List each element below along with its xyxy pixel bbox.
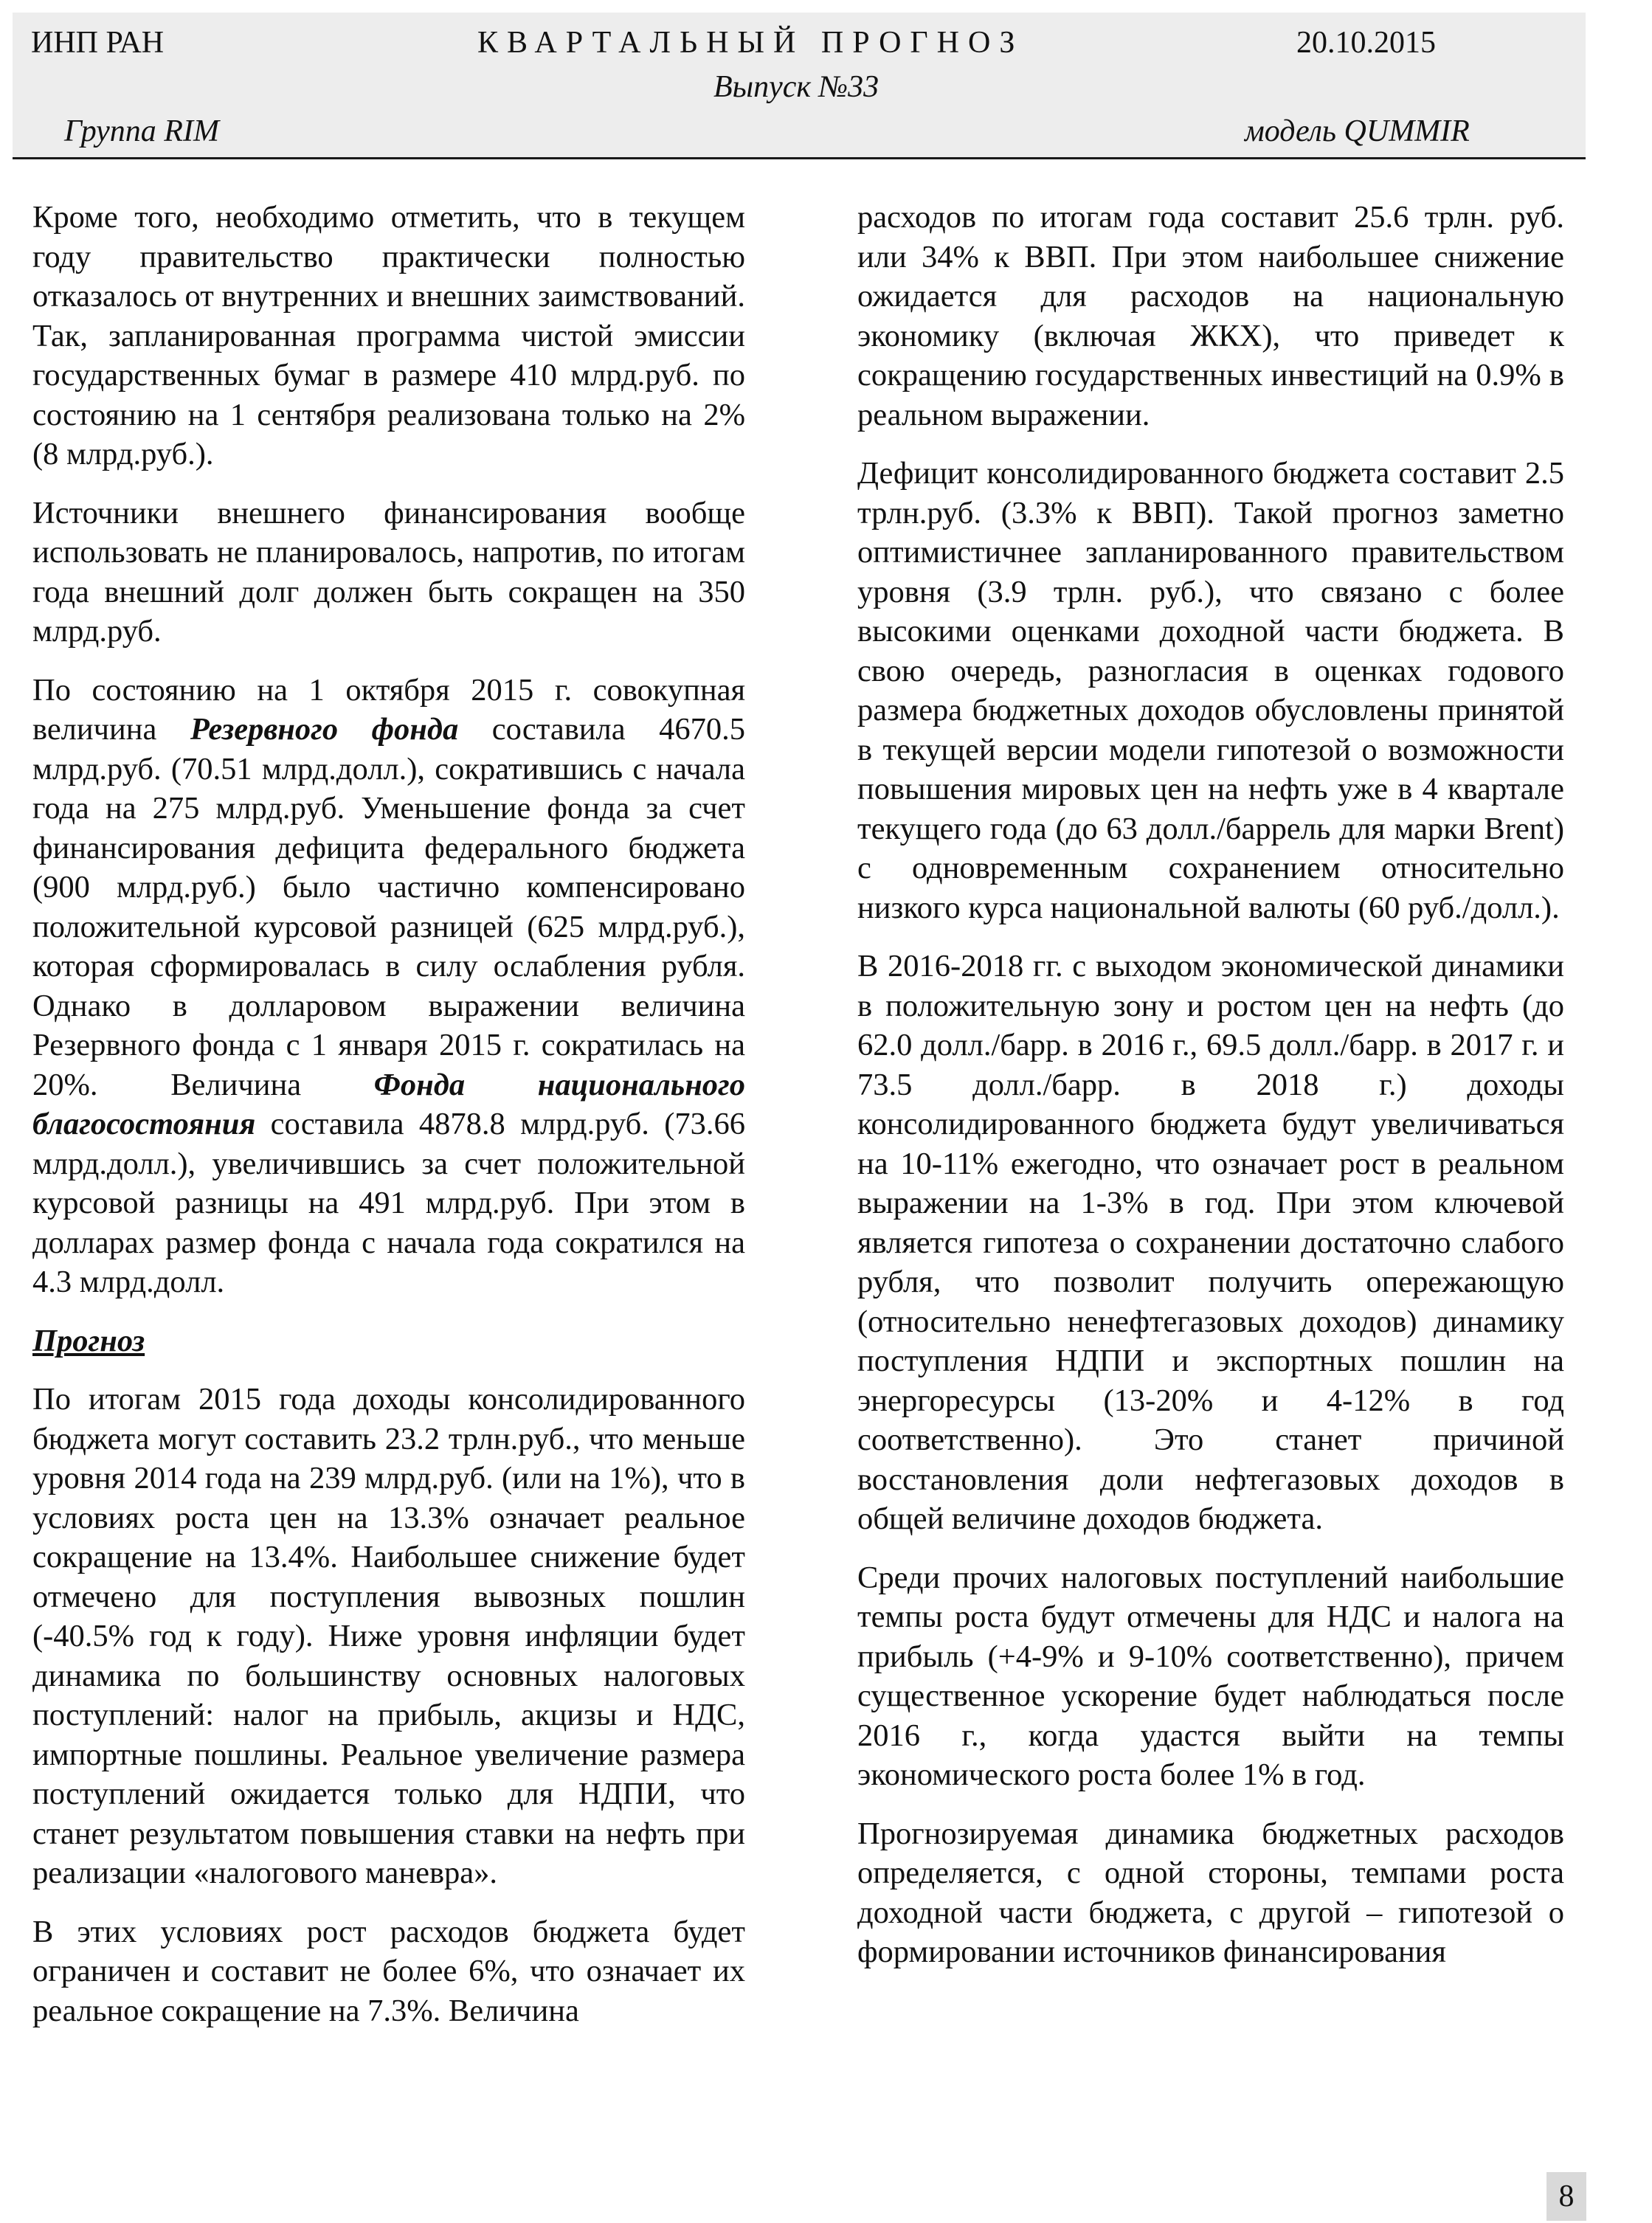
section-heading-text: Прогноз xyxy=(32,1323,145,1358)
left-paragraph-funds xyxy=(32,671,745,1302)
right-paragraph-other-taxes: Среди прочих налоговых поступлений наибольшие темпы роста будут отмечены для НДС и налога на прибыль (+4-9% и 9-10% соответственно), причем существенное ускорение будет наблюдаться после 2016 г., когда удастся выйти на темпы экономического роста более 1% в год. xyxy=(857,1560,1564,1792)
reserve-fund-term: Резервного фонда xyxy=(190,712,459,747)
header-org: ИНП РАН xyxy=(31,26,165,60)
header-model: модель QUMMIR xyxy=(1245,114,1470,148)
left-paragraph-expenditure: В этих условиях рост расходов бюджета будет ограничен и составит не более 6%, что означает их реальное сокращение на 7.3%. Величина xyxy=(32,1914,745,2028)
funds-text-2: составила 4670.5 млрд.руб. (70.51 млрд.долл.), сократившись с начала года на 275 млрд.руб. Уменьшение фонда за счет финансирования дефицита федерального бюджета (900 млрд.руб.) было частично компенсировано положительной курсовой разницей (625 млрд.руб.), которая сформировалась в силу ослабления рубля. Однако в долларовом выражении величина Резервного фонда с 1 января 2015 г. сократилась на 20%. Величина xyxy=(32,712,746,1102)
page-number-box xyxy=(1546,2172,1586,2221)
welfare-fund-term: Фонда национального благосостояния xyxy=(32,1067,745,1141)
funds-text-1: По состоянию на 1 октября 2015 г. совокупная величина xyxy=(32,672,745,747)
right-paragraph-expenditure-total: расходов по итогам года составит 25.6 трлн. руб. или 34% к ВВП. При этом наибольшее снижение ожидается для расходов на национальную экономику (включая ЖКХ), что приведет к сокращению государственных инвестиций на 0.9% в реальном выражении. xyxy=(857,200,1564,432)
header-issue: Выпуск №33 xyxy=(713,70,879,104)
left-paragraph-external-financing: Источники внешнего финансирования вообще использовать не планировалось, напротив, по итогам года внешний долг должен быть сокращен на 350 млрд.руб. xyxy=(32,495,745,649)
page-header xyxy=(13,13,1586,159)
header-date: 20.10.2015 xyxy=(1296,26,1436,60)
header-title: КВАРТАЛЬНЫЙ ПРОГНОЗ xyxy=(477,26,1024,60)
right-paragraph-2016-2018: В 2016-2018 гг. с выходом экономической динамики в положительную зону и ростом цен на нефть (до 62.0 долл./барр. в 2016 г., 69.5 долл./барр. в 2017 г. и 73.5 долл./барр. в 2018 г.) доходы консолидированного бюджета будут увеличиваться на 10-11% ежегодно, что означает рост в реальном выражении на 1-3% в год. При этом ключевой является гипотеза о сохранении достаточно слабого рубля, что позволит получить опережающую (относительно ненефтегазовых доходов) динамику поступления НДПИ и экспортных пошлин на энергоресурсы (13-20% и 4-12% в год соответственно). Это станет причиной восстановления доли нефтегазовых доходов в общей величине доходов бюджета. xyxy=(857,949,1564,1536)
left-column xyxy=(32,198,745,2030)
right-column xyxy=(857,198,1564,1972)
header-group: Группа RIM xyxy=(64,114,219,148)
section-heading xyxy=(32,1321,745,1361)
page-number: 8 xyxy=(1558,2179,1575,2213)
left-paragraph-revenue-forecast: По итогам 2015 года доходы консолидированного бюджета могут составить 23.2 трлн.руб., что меньше уровня 2014 года на 239 млрд.руб. (или на 1%), что в условиях роста цен на 13.3% означает реальное сокращение на 13.4%. Наибольшее снижение будет отмечено для поступления вывозных пошлин (-40.5% год к году). Ниже уровня инфляции будет динамика по большинству основных налоговых поступлений: налог на прибыль, акцизы и НДС, импортные пошлины. Реальное увеличение размера поступлений ожидается только для НДПИ, что станет результатом повышения ставки на нефть при реализации «налогового маневра». xyxy=(32,1382,745,1890)
funds-text-3: составила 4878.8 млрд.руб. (73.66 млрд.долл.), увеличившись за счет положительной курсовой разницы на 491 млрд.руб. При этом в долларах размер фонда с начала года сократился на 4.3 млрд.долл. xyxy=(32,1107,745,1299)
left-paragraph-borrowing: Кроме того, необходимо отметить, что в текущем году правительство практически полностью отказалось от внутренних и внешних заимствований. Так, запланированная программа чистой эмиссии государственных бумаг в размере 410 млрд.руб. по состоянию на 1 сентября реализована только на 2% (8 млрд.руб.). xyxy=(32,200,745,471)
right-paragraph-deficit: Дефицит консолидированного бюджета составит 2.5 трлн.руб. (3.3% к ВВП). Такой прогноз заметно оптимистичнее запланированного правительством уровня (3.9 трлн. руб.), что связано с более высокими оценками доходной части бюджета. В свою очередь, разногласия в оценках годового размера бюджетных доходов обусловлены принятой в текущей версии модели гипотезой о возможности повышения мировых цен на нефть уже в 4 квартале текущего года (до 63 долл./баррель для марки Brent) с одновременным сохранением относительно низкого курса национальной валюты (60 руб./долл.). xyxy=(857,456,1564,925)
right-paragraph-expenditure-dynamics: Прогнозируемая динамика бюджетных расходов определяется, с одной стороны, темпами роста доходной части бюджета, с другой – гипотезой о формировании источников финансирования xyxy=(857,1816,1564,1969)
